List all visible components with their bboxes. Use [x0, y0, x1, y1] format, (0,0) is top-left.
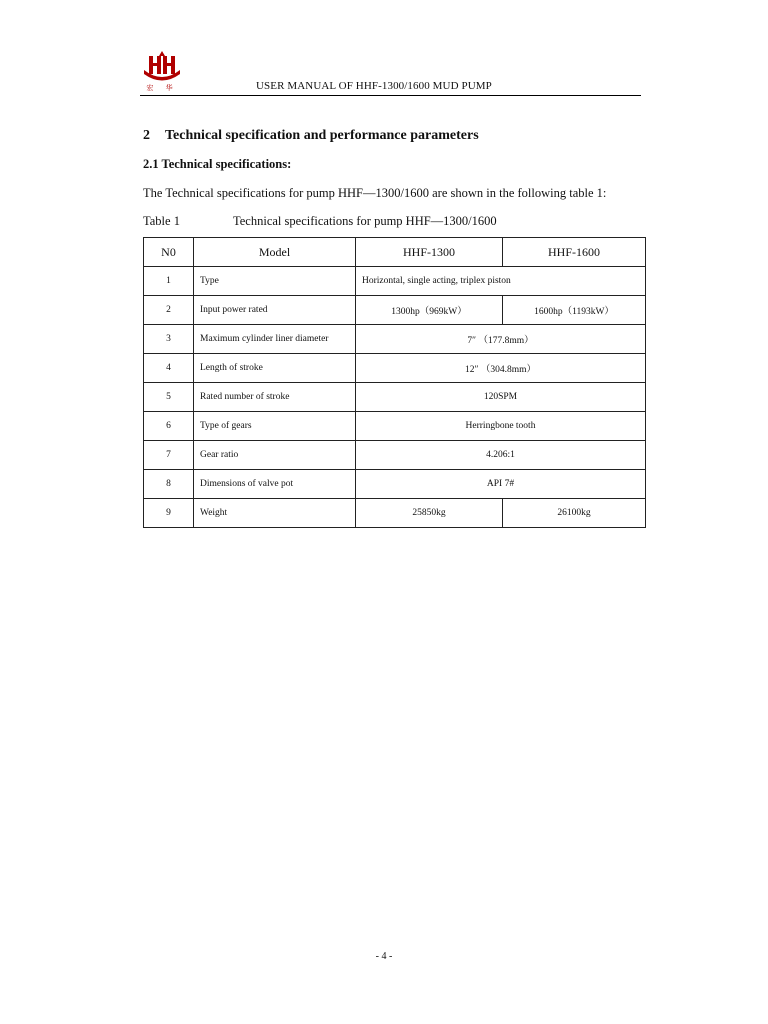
header-cell-no: N0: [144, 238, 194, 267]
row-parameter: Maximum cylinder liner diameter: [194, 325, 356, 354]
section-number: 2: [143, 128, 150, 143]
row-parameter: Type: [194, 267, 356, 296]
row-number: 8: [144, 470, 194, 499]
row-parameter: Gear ratio: [194, 441, 356, 470]
table-row: [144, 383, 646, 412]
page-number: - 4 -: [375, 951, 393, 962]
section-heading: [143, 128, 479, 144]
table-header-row: [144, 238, 646, 267]
spec-table: [143, 237, 646, 528]
intro-paragraph: The Technical specifications for pump HHF—1300/1600 are shown in the following table 1:: [143, 186, 607, 200]
row-number: 3: [144, 325, 194, 354]
table-row: [144, 470, 646, 499]
row-number: 7: [144, 441, 194, 470]
table-row: [144, 499, 646, 528]
header-cell-hhf1600: HHF-1600: [503, 238, 646, 267]
row-number: 6: [144, 412, 194, 441]
row-value: API 7#: [356, 470, 646, 499]
row-value: 4.206:1: [356, 441, 646, 470]
row-number: 5: [144, 383, 194, 412]
header-cell-model: Model: [194, 238, 356, 267]
row-number: 2: [144, 296, 194, 325]
row-value: 12″ （304.8mm）: [356, 354, 646, 383]
row-value-hhf1600: 26100kg: [503, 499, 646, 528]
row-value: 7″ （177.8mm）: [356, 325, 646, 354]
subsection-heading: 2.1 Technical specifications:: [143, 157, 292, 171]
table-row: [144, 267, 646, 296]
running-header-title: USER MANUAL OF HHF-1300/1600 MUD PUMP: [256, 80, 492, 92]
header-cell-hhf1300: HHF-1300: [356, 238, 503, 267]
company-logo: [141, 50, 183, 96]
row-value-hhf1600: 1600hp（1193kW）: [503, 296, 646, 325]
row-parameter: Weight: [194, 499, 356, 528]
row-number: 1: [144, 267, 194, 296]
row-parameter: Dimensions of valve pot: [194, 470, 356, 499]
row-parameter: Length of stroke: [194, 354, 356, 383]
row-parameter: Type of gears: [194, 412, 356, 441]
row-number: 9: [144, 499, 194, 528]
header-rule: [140, 95, 641, 96]
row-parameter: Rated number of stroke: [194, 383, 356, 412]
table-row: [144, 441, 646, 470]
table-row: [144, 296, 646, 325]
row-value: 120SPM: [356, 383, 646, 412]
table-caption: [143, 214, 497, 229]
row-value: Horizontal, single acting, triplex piston: [356, 267, 646, 296]
table-row: [144, 412, 646, 441]
table-caption-text: Technical specifications for pump HHF—1300/1600: [233, 214, 497, 228]
row-value-hhf1300: 25850kg: [356, 499, 503, 528]
table-caption-label: Table 1: [143, 214, 180, 228]
section-title: Technical specification and performance parameters: [165, 128, 479, 143]
row-value: Herringbone tooth: [356, 412, 646, 441]
row-parameter: Input power rated: [194, 296, 356, 325]
row-number: 4: [144, 354, 194, 383]
table-row: [144, 354, 646, 383]
company-logo-icon: [141, 50, 183, 84]
table-row: [144, 325, 646, 354]
row-value-hhf1300: 1300hp（969kW）: [356, 296, 503, 325]
logo-caption: 宏 华: [146, 84, 178, 92]
